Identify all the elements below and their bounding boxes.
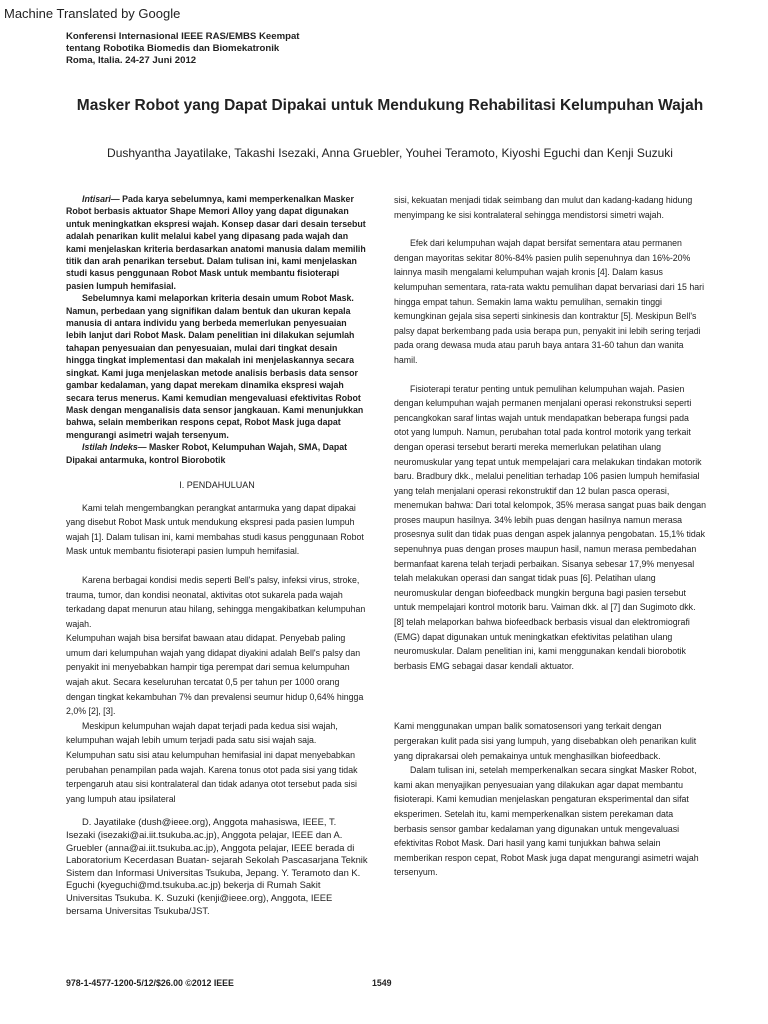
conference-line-3: Roma, Italia. 24-27 Juni 2012	[66, 55, 197, 66]
conference-line-2: tentang Robotika Biomedis dan Biomekatronik	[66, 43, 280, 54]
paper-title: Masker Robot yang Dapat Dipakai untuk Mendukung Rehabilitasi Kelumpuhan Wajah	[76, 97, 704, 114]
intro-paragraph-3: Kelumpuhan wajah bisa bersifat bawaan atau didapat. Penyebab paling umum dari kelumpuhan wajah yang didapat diyakini adalah Bell's palsy dan penyakit ini menyebabkan hampir tiga perempat dari semua kelumpuhan wajah akut. Secara keseluruhan tercatat 0,5 per tahun per 1000 orang dengan tingkat kekambuhan 7% dan prevalensi seumur hidup 0,64% hingga 2,0% [2], [3].	[66, 633, 364, 717]
right-paragraph-2: Efek dari kelumpuhan wajah dapat bersifat sementara atau permanen dengan mayoritas sekitar 80%-84% pasien pulih sepenuhnya dan 16%-20% lainnya masih mengalami kelumpuhan wajah kronis [4]. Dalam kasus kelumpuhan sementara, rata-rata waktu pemulihan dapat bervariasi dari 15 hari hingga empat tahun. Semakin lama waktu pemulihan, semakin tinggi kemungkinan gejala sisa seperti sinkinesis dan kontraktur [5]. Meskipun Bell's palsy dapat berkembang pada usia berapa pun, penyakit ini lebih sering terjadi pada orang dewasa muda atau paruh baya antara 31-60 tahun dan wanita hamil.	[394, 238, 705, 365]
footer-isbn: 978-1-4577-1200-5/12/$26.00 ©2012 IEEE	[66, 978, 234, 988]
abstract-text: Pada karya sebelumnya, kami memperkenalkan Masker Robot berbasis aktuator Shape Memori Alloy yang dapat digunakan untuk meningkatkan ekspresi wajah. Konsep dasar dari desain tersebut adalah penarikan kulit melalui kabel yang dipasang pada wajah dan kami menjelaskan kriteria berdasarkan anatomi manusia dalam memilih titik dan arah penarikan tersebut. Dalam tulisan ini, kami menjelaskan studi kasus penggunaan Robot Mask untuk membantu fisioterapi pasien lumpuh hemifasial.	[66, 194, 366, 291]
abstract-paragraph-2: Sebelumnya kami melaporkan kriteria desain umum Robot Mask. Namun, perbedaan yang signifikan dalam bentuk dan ukuran kepala manusia di antara individu yang berbeda memerlukan penyesuaian lebih lanjut dari Robot Mask. Dalam penelitian ini dilakukan sejumlah tahapan penyesuaian dan penyesuaian, mulai dari tingkat desain hingga tingkat implementasi dan makalah ini menjelaskannya secara singkat. Kami juga menjelaskan metode analisis berbasis data sensor gambar kedalaman, yang dapat merekam dinamika ekspresi wajah secara terus menerus. Kami kemudian mengevaluasi efektivitas Robot Mask dengan menganalisis data sensor jangkauan. Kami menunjukkan bahwa, selain memberikan respons cepat, Robot Mask juga dapat mengurangi asimetri wajah tersenyum.	[66, 293, 364, 440]
right-paragraph-3: Fisioterapi teratur penting untuk pemulihan kelumpuhan wajah. Pasien dengan kelumpuhan wajah permanen menjalani operasi rekonstruksi seperti pencangkokan saraf lintas wajah untuk mendapatkan beberapa fungsi pada otot yang lumpuh. Namun, perubahan total pada kontrol motorik yang terkait dengan operasi tersebut berarti mereka memerlukan pelatihan ulang neuromuskular yang tepat untuk mempelajari cara melakukan tindakan motorik baru. Bradbury dkk., melalui penelitian terhadap 106 pasien lumpuh hemifasial yang telah menjalani operasi rekonstruktif dan 12 bulan pasca operasi, menemukan bahwa: Dari total kelompok, 35% merasa sangat puas baik dengan proses maupun hasilnya. 34% lebih puas dengan hasilnya namun merasa prosesnya sulit dan tidak puas dengan aspek jalannya pengobatan. 15,1% tidak sepenuhnya puas dengan proses maupun hasil, namun merasa pembedahan bermanfaat karena telah terjadi perbaikan. Sisanya sebesar 17,9% menyesal telah melakukan operasi dan sangat tidak puas [6]. Pelatihan ulang neuromuskular dengan biofeedback mungkin berguna bagi pasien tersebut untuk mempelajari kontrol motorik baru. Vaiman dkk. al [7] dan Sugimoto dkk. [8] telah melaporkan bahwa biofeedback berbasis visual dan elektromiografi (EMG) dapat digunakan untuk meningkatkan efektivitas pelatihan ulang neuromuskular. Dalam penelitian ini, kami menggunakan kendali biorobotik berbasis EMG sebagai dasar kendali aktuator.	[394, 383, 706, 671]
section-heading-introduction: I. PENDAHULUAN	[179, 479, 255, 490]
conference-info	[66, 31, 386, 67]
page-number: 1549	[372, 978, 392, 988]
left-column	[66, 193, 368, 917]
intro-paragraph-2: Karena berbagai kondisi medis seperti Bell's palsy, infeksi virus, stroke, trauma, tumor, dan kondisi neonatal, aktivitas otot sukarela pada wajah terkadang dapat menurun atau hilang, sehingga mengakibatkan kelumpuhan wajah.	[66, 574, 366, 629]
right-paragraph-1: sisi, kekuatan menjadi tidak seimbang dan mulut dan kadang-kadang hidung menyimpang ke sisi kontralateral sehingga mendistorsi simetri wajah.	[394, 195, 693, 220]
intro-paragraph-4: Meskipun kelumpuhan wajah dapat terjadi pada kedua sisi wajah, kelumpuhan wajah lebih umum terjadi pada satu sisi wajah saja. Kelumpuhan satu sisi atau kelumpuhan hemifasial ini dapat menyebabkan perubahan penampilan pada wajah. Karena tonus otot pada sisi yang tidak terpengaruh atau sisi kontralateral dan tidak adanya otot tersebut pada sisi yang lumpuh atau ipsilateral	[66, 720, 358, 804]
intro-paragraph-1: Kami telah mengembangkan perangkat antarmuka yang dapat dipakai yang disebut Robot Mask untuk mendukung ekspresi pada pasien lumpuh wajah [1]. Dalam tulisan ini, kami membahas studi kasus penggunaan Robot Mask untuk membantu fisioterapi pasien lumpuh hemifasial.	[66, 502, 364, 557]
index-terms	[66, 441, 368, 466]
index-terms-label: Istilah Indeks—	[82, 442, 147, 453]
machine-translation-banner: Machine Translated by Google	[4, 6, 181, 21]
abstract	[66, 193, 368, 292]
right-column	[394, 193, 706, 880]
author-list: Dushyantha Jayatilake, Takashi Isezaki, Anna Gruebler, Youhei Teramoto, Kiyoshi Eguchi dan Kenji Suzuki	[107, 146, 673, 160]
right-paragraph-5: Dalam tulisan ini, setelah memperkenalkan secara singkat Masker Robot, kami akan menyajikan penyesuaian yang dilakukan agar dapat membantu fisioterapi. Kami kemudian menjelaskan pengaturan eksperimental dan sifat eksperimen. Setelah itu, kami memperkenalkan sistem perekaman data berbasis sensor gambar kedalaman yang digunakan untuk mengevaluasi efektivitas Robot Mask. Dari hasil yang kami tunjukkan bahwa selain memberikan respon cepat, Robot Mask juga dapat mengurangi asimetri wajah tersenyum.	[394, 765, 699, 878]
index-terms-text: Masker Robot, Kelumpuhan Wajah, SMA, Dapat Dipakai antarmuka, kontrol Biorobotik	[66, 442, 348, 465]
conference-line-1: Konferensi Internasional IEEE RAS/EMBS Keempat	[66, 31, 300, 42]
abstract-label: Intisari—	[82, 194, 120, 204]
author-footnote: D. Jayatilake (dush@ieee.org), Anggota mahasiswa, IEEE, T. Isezaki (isezaki@ai.iit.tsukuba.ac.jp), Anggota pelajar, IEEE dan A. Gruebler (anna@ai.iit.tsukuba.ac.jp), Anggota pelajar, IEEE berada di Laboratorium Kecerdasan Buatan- sejarah Sekolah Pascasarjana Teknik Sistem dan Informasi Universitas Tsukuba, Jepang. Y. Teramoto dan K. Eguchi (kyeguchi@md.tsukuba.ac.jp) bekerja di Rumah Sakit Universitas Tsukuba. K. Suzuki (kenji@ieee.org), Anggota, IEEE bersama Universitas Tsukuba/JST.	[66, 816, 368, 916]
right-paragraph-4: Kami menggunakan umpan balik somatosensori yang terkait dengan pergerakan kulit pada sisi yang lumpuh, yang disebabkan oleh penarikan kulit yang diprakarsai oleh pemakainya untuk menghasilkan biofeedback.	[394, 721, 697, 761]
